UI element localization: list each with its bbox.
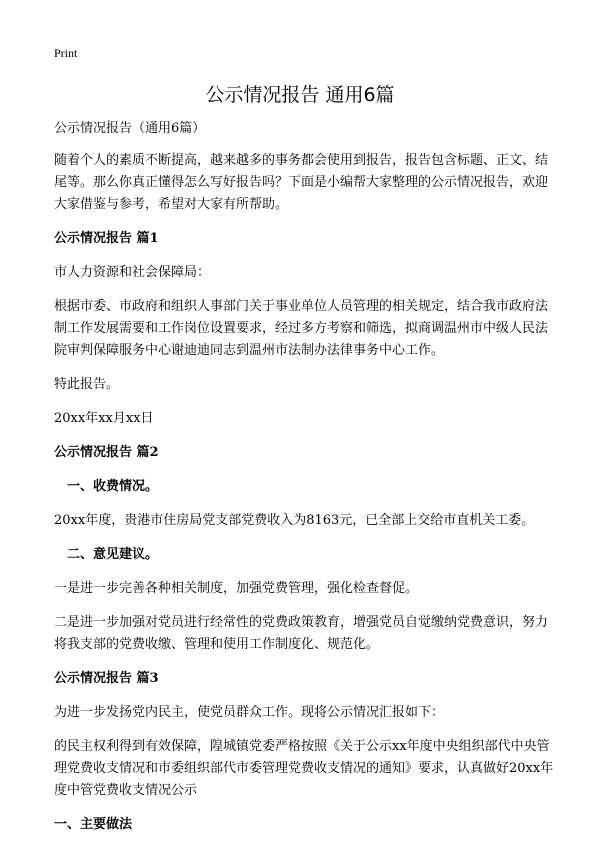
document-subtitle: 公示情况报告（通用6篇） [54, 121, 206, 136]
section1-body: 根据市委、市政府和组织人事部门关于事业单位人员管理的相关规定，结合我市政府法制工作发展需要和工作岗位设置要求，经过多方考察和筛选，拟商调温州市中级人民法院审判保障服务中心谢迪迪同志到温州市法制办法律事务中心工作。 [54, 299, 549, 358]
section-heading-2: 公示情况报告 篇2 [54, 445, 159, 460]
section2-subheading-2: 二、意见建议。 [67, 547, 159, 562]
section2-sub1-body: 20xx年度，贵港市住房局党支部党费收入为8163元，已全部上交给市直机关工委。 [54, 513, 535, 528]
section3-intro: 为进一步发扬党内民主，使党员群众工作。现将公示情况汇报如下： [54, 705, 445, 720]
section2-point-2: 二是进一步加强对党员进行经常性的党费政策教育，增强党员自觉缴纳党费意识，努力将我支部的党费收缴、管理和使用工作制度化、规范化。 [54, 615, 549, 652]
page-title: 公示情况报告 通用6篇 [205, 84, 395, 106]
section1-date: 20xx年xx月xx日 [54, 411, 154, 426]
section3-subheading-1: 一、主要做法 [54, 817, 133, 832]
print-link[interactable]: Print [54, 46, 78, 60]
section3-body: 的民主权利得到有效保障，隍城镇党委严格按照《关于公示xx年度中央组织部代中央管理党费收支情况和市委组织部代市委管理党费收支情况的通知》要求，认真做好20xx年度中管党费收支情况公示 [54, 739, 554, 798]
section-heading-1: 公示情况报告 篇1 [54, 231, 159, 246]
section1-addressee: 市人力资源和社会保障局： [54, 265, 211, 280]
section-heading-3: 公示情况报告 篇3 [54, 671, 159, 686]
section1-closing: 特此报告。 [54, 377, 120, 392]
document-content [54, 118, 554, 848]
section2-point-1: 一是进一步完善各种相关制度，加强党费管理，强化检查督促。 [54, 581, 419, 596]
section2-subheading-1: 一、收费情况。 [67, 479, 159, 494]
intro-paragraph: 随着个人的素质不断提高，越来越多的事务都会使用到报告，报告包含标题、正文、结尾等。那么你真正懂得怎么写好报告吗？下面是小编帮大家整理的公示情况报告，欢迎大家借鉴与参考，希望对大家有所帮助。 [54, 153, 549, 212]
